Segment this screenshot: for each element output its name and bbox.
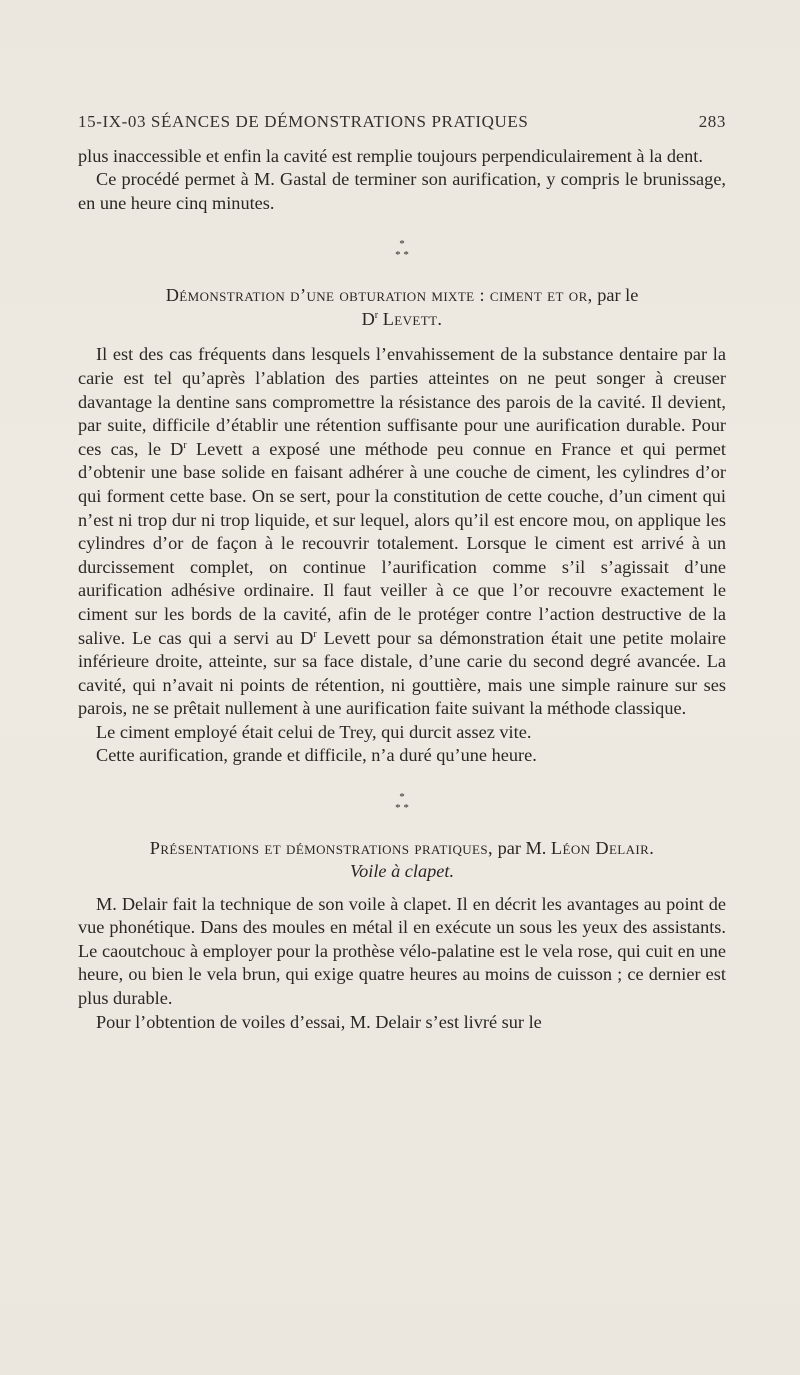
section-subtitle: Voile à clapet. <box>349 861 455 882</box>
section-title-sup: r <box>374 310 379 322</box>
separator-star: * <box>399 238 405 251</box>
section-title-dr: D <box>361 309 375 330</box>
text-block <box>78 110 726 1034</box>
paragraph: plus inaccessible et enfin la cavité est remplie toujours perpendiculairement à la dent. <box>78 145 703 166</box>
section-title-text: Présentations et démonstrations pratiques, <box>149 838 493 859</box>
separator-star: * <box>399 791 405 804</box>
paragraph: Cette aurification, grande et difficile, n’a duré qu’une heure. <box>96 745 537 766</box>
paragraph: Le ciment employé était celui de Trey, qui durcit assez vite. <box>96 721 532 742</box>
paragraph: Pour l’obtention de voiles d’essai, M. Delair s’est livré sur le <box>96 1011 542 1032</box>
section-title-levett <box>78 283 726 331</box>
paragraph-part: Il est des cas fréquents dans lesquels l’envahissement de la substance dentaire par la carie est tel qu’après l’ablation des parties atteintes on ne peut songer à creuser davantage la dentine sans compromettre la résistance des parois de la cavité. Il devient, par suite, difficile d’établir une rétention suffisante pour une aurification durable. Pour ces cas, le D <box>78 344 726 459</box>
section-title-delair <box>78 836 726 860</box>
paragraph: M. Delair fait la technique de son voile à clapet. Il en décrit les avantages au point de vue phonétique. Dans des moules en métal il en exécute un sous les yeux des assistants. Le caoutchouc à employer pour la prothèse vélo-palatine est le vela rose, qui cuit en une heure, ou bien le vela brun, qui exige quatre heures au moins de cuisson ; ce dernier est plus durable. <box>78 893 726 1009</box>
running-head <box>78 110 726 134</box>
section-title-by: par le <box>597 285 639 306</box>
section-title-by: par M. <box>497 838 547 859</box>
section-separator <box>78 239 726 261</box>
page-number: 283 <box>698 112 726 131</box>
paragraph <box>78 343 726 721</box>
separator-stars: * * <box>395 802 409 815</box>
paragraph-part: Levett pour sa démonstration était une petite molaire inférieure droite, atteinte, sur sa face distale, d’une carie du second degré avancée. La cavité, qui n’avait ni points de rétention, ni gouttière, mais une simple rainure sur ses parois, ne se prêtait nullement à une aurification faite suivant la méthode classique. <box>78 627 727 719</box>
section-title-text: Démonstration d’une obturation mixte : ciment et or, <box>165 285 593 306</box>
section-title-author: Léon Delair. <box>550 838 655 859</box>
superscript: r <box>183 439 187 451</box>
separator-stars: * * <box>395 249 409 262</box>
superscript: r <box>313 628 317 640</box>
paragraph: Ce procédé permet à M. Gastal de terminer son aurification, y compris le brunissage, en une heure cinq minutes. <box>78 169 726 213</box>
section-title-author: Levett. <box>382 309 443 330</box>
running-head-title: 15-IX-03 SÉANCES DE DÉMONSTRATIONS PRATIQUES <box>78 112 529 131</box>
paragraph-part: Levett a exposé une méthode peu connue en France et qui permet d’obtenir une base solide en faisant adhérer à une couche de ciment, les cylindres d’or qui forment cette base. On se sert, pour la constitution de cette couche, d’un ciment qui n’est ni trop dur ni trop liquide, et sur lequel, alors qu’il est encore mou, on applique les cylindres d’or de façon à le recouvrir totalement. Lorsque le ciment est arrivé à un durcissement complet, on continue l’aurification comme s’il s’agissait d’une aurification adhésive ordinaire. Il faut veiller à ce que l’or recouvre exactement le ciment sur les bords de la cavité, afin de le protéger contre l’action destructive de la salive. Le cas qui a servi au D <box>78 438 726 648</box>
section-separator <box>78 792 726 814</box>
